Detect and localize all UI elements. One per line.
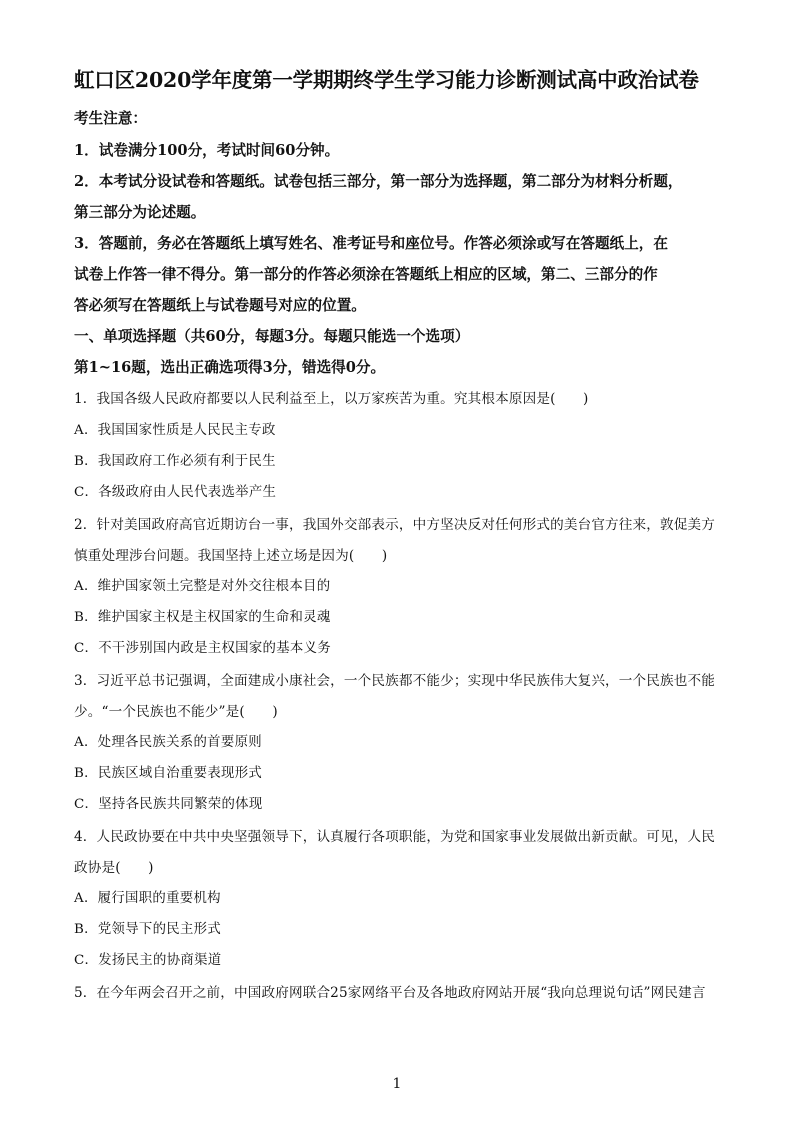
notice-item-3-line-1: 3．答题前，务必在答题纸上填写姓名、准考证号和座位号。作答必须涂或写在答题纸上，在 (74, 235, 668, 252)
question-2-option-a: A．维护国家领土完整是对外交往根本目的 (74, 579, 331, 594)
notice-item-3-line-3: 答必须写在答题纸上与试卷题号对应的位置。 (74, 297, 366, 314)
question-1-option-c: C．各级政府由人民代表选举产生 (74, 485, 277, 500)
question-3-option-b: B．民族区域自治重要表现形式 (74, 766, 263, 781)
notice-item-2-line-2: 第三部分为论述题。 (74, 204, 206, 221)
question-4-stem-line-1: 4．人民政协要在中共中央坚强领导下，认真履行各项职能，为党和国家事业发展做出新贡献。可见，人民 (74, 829, 716, 845)
question-3-option-a: A．处理各民族关系的首要原则 (74, 735, 262, 750)
question-1-option-a: A．我国国家性质是人民民主专政 (74, 423, 276, 438)
notice-item-2-line-1: 2．本考试分设试卷和答题纸。试卷包括三部分，第一部分为选择题，第二部分为材料分析题， (74, 173, 683, 190)
question-4-stem-line-2: 政协是( ) (74, 860, 154, 876)
question-4-option-b: B．党领导下的民主形式 (74, 922, 222, 937)
section-rule: 第1~16题，选出正确选项得3分，错选得0分。 (74, 359, 386, 376)
question-2-stem-line-1: 2．针对美国政府高官近期访台一事，我国外交部表示，中方坚决反对任何形式的美台官方往来，敦促美方 (74, 517, 716, 533)
question-2-option-b: B．维护国家主权是主权国家的生命和灵魂 (74, 610, 331, 625)
question-2-option-c: C．不干涉别国内政是主权国家的基本义务 (74, 641, 331, 656)
question-3-stem-line-2: 少。“一个民族也不能少”是( ) (74, 704, 278, 720)
section-heading: 一、单项选择题（共60分，每题3分。每题只能选一个选项） (74, 328, 470, 345)
notice-item-3-line-2: 试卷上作答一律不得分。第一部分的作答必须涂在答题纸上相应的区域，第二、三部分的作 (74, 266, 658, 283)
question-4-option-a: A．履行国职的重要机构 (74, 891, 221, 906)
question-4-option-c: C．发扬民主的协商渠道 (74, 953, 222, 968)
question-2-stem-line-2: 慎重处理涉台问题。我国坚持上述立场是因为( ) (74, 548, 388, 564)
question-3-option-c: C．坚持各民族共同繁荣的体现 (74, 797, 263, 812)
question-3-stem-line-1: 3．习近平总书记强调，全面建成小康社会，一个民族都不能少；实现中华民族伟大复兴，一个民族也不能 (74, 673, 716, 689)
question-1-stem: 1．我国各级人民政府都要以人民利益至上，以万家疾苦为重。究其根本原因是( ) (74, 391, 589, 407)
question-1-option-b: B．我国政府工作必须有利于民生 (74, 454, 276, 469)
page-number: 1 (392, 1076, 402, 1092)
question-5-stem-line-1: 5．在今年两会召开之前，中国政府网联合25家网络平台及各地政府网站开展“我向总理说句话”网民建言 (74, 985, 706, 1001)
notice-item-1: 1．试卷满分100分，考试时间60分钟。 (74, 142, 340, 159)
exam-title: 虹口区2020学年度第一学期期终学生学习能力诊断测试高中政治试卷 (74, 68, 699, 92)
notice-heading: 考生注意： (74, 110, 147, 127)
